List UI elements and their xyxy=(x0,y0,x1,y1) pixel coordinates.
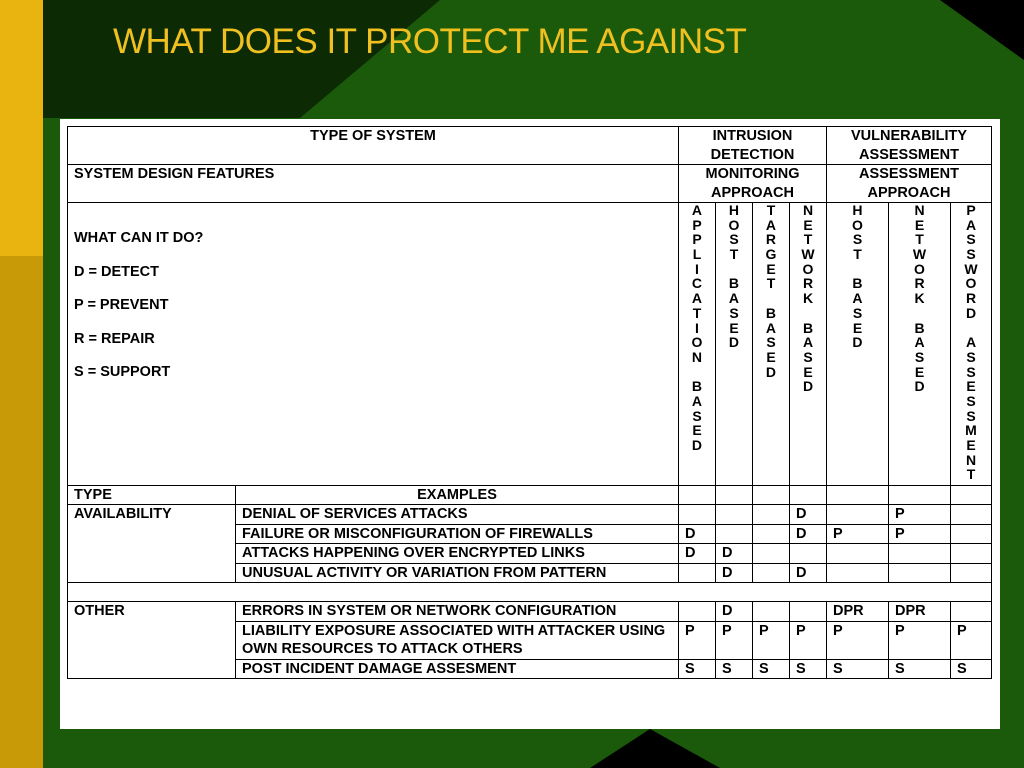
vulnerability-assessment-header: VULNERABILITY ASSESSMENT xyxy=(827,127,992,165)
capability-cell-password-assessment xyxy=(951,563,992,583)
gold-sidebar-top xyxy=(0,0,43,256)
system-design-features-label: SYSTEM DESIGN FEATURES xyxy=(68,165,679,203)
capability-cell-app-based xyxy=(679,505,716,525)
capability-cell-host-based xyxy=(716,505,753,525)
capability-cell-app-based: D xyxy=(679,544,716,564)
example-cell: UNUSUAL ACTIVITY OR VARIATION FROM PATTERN xyxy=(236,563,679,583)
capability-cell-app-based xyxy=(679,602,716,622)
capability-cell-host-based: D xyxy=(716,563,753,583)
capability-cell-va-network-based: DPR xyxy=(889,602,951,622)
assessment-approach-header: ASSESSMENT APPROACH xyxy=(827,165,992,203)
column-header-network-based xyxy=(790,203,827,486)
capability-cell-network-based: D xyxy=(790,505,827,525)
group-spacer-row xyxy=(68,583,992,602)
table-row xyxy=(68,505,992,525)
column-header-va-network-based xyxy=(889,203,951,486)
legend-detect: D = DETECT xyxy=(74,263,159,280)
capability-cell-va-host-based xyxy=(827,563,889,583)
capability-cell-host-based: P xyxy=(716,621,753,659)
capability-cell-target-based xyxy=(753,544,790,564)
slide-title: WHAT DOES IT PROTECT ME AGAINST xyxy=(113,22,747,61)
capability-cell-va-network-based: P xyxy=(889,505,951,525)
monitoring-approach-header: MONITORING APPROACH xyxy=(679,165,827,203)
capability-cell-app-based xyxy=(679,563,716,583)
capability-legend xyxy=(68,203,679,486)
intrusion-detection-header: INTRUSION DETECTION xyxy=(679,127,827,165)
capability-cell-network-based xyxy=(790,602,827,622)
example-cell: ERRORS IN SYSTEM OR NETWORK CONFIGURATION xyxy=(236,602,679,622)
example-cell: DENIAL OF SERVICES ATTACKS xyxy=(236,505,679,525)
capability-cell-va-host-based: P xyxy=(827,621,889,659)
capability-cell-va-host-based xyxy=(827,505,889,525)
capability-cell-host-based: D xyxy=(716,544,753,564)
capability-cell-app-based: S xyxy=(679,659,716,679)
capability-cell-host-based xyxy=(716,524,753,544)
vertical-label: N E T W O R K B A S E D xyxy=(801,202,815,395)
capability-cell-target-based xyxy=(753,505,790,525)
table-row xyxy=(68,602,992,622)
gold-sidebar-bottom xyxy=(0,256,43,768)
capability-cell-va-network-based: S xyxy=(889,659,951,679)
legend-support: S = SUPPORT xyxy=(74,364,171,380)
capability-cell-va-host-based: P xyxy=(827,524,889,544)
legend-repair: R = REPAIR xyxy=(74,330,155,347)
capability-cell-va-host-based xyxy=(827,544,889,564)
type-of-system-header: TYPE OF SYSTEM xyxy=(68,127,679,165)
type-cell: OTHER xyxy=(68,602,236,679)
examples-column-header: EXAMPLES xyxy=(236,485,679,505)
capability-cell-network-based: P xyxy=(790,621,827,659)
type-column-header: TYPE xyxy=(68,485,236,505)
capability-cell-password-assessment xyxy=(951,524,992,544)
capability-cell-va-network-based xyxy=(889,544,951,564)
vertical-label: T A R G E T B A S E D xyxy=(765,202,777,380)
example-cell: LIABILITY EXPOSURE ASSOCIATED WITH ATTACKER USING OWN RESOURCES TO ATTACK OTHERS xyxy=(236,621,679,659)
vertical-label: A P P L I C A T I O N B A S E D xyxy=(691,202,703,453)
capability-cell-network-based: D xyxy=(790,563,827,583)
capability-cell-target-based xyxy=(753,524,790,544)
capability-cell-app-based: P xyxy=(679,621,716,659)
vertical-label: H O S T B A S E D xyxy=(852,202,863,351)
column-header-target-based xyxy=(753,203,790,486)
legend-title: WHAT CAN IT DO? xyxy=(74,230,204,246)
capability-cell-target-based xyxy=(753,602,790,622)
column-header-va-host-based xyxy=(827,203,889,486)
capability-cell-va-network-based xyxy=(889,563,951,583)
legend-prevent: P = PREVENT xyxy=(74,297,169,313)
column-header-host-based xyxy=(716,203,753,486)
column-header-password-assessment xyxy=(951,203,992,486)
comparison-table-panel xyxy=(60,119,1000,729)
capability-cell-password-assessment: S xyxy=(951,659,992,679)
capability-cell-va-network-based: P xyxy=(889,621,951,659)
capability-cell-network-based xyxy=(790,544,827,564)
capability-cell-va-host-based: DPR xyxy=(827,602,889,622)
example-cell: FAILURE OR MISCONFIGURATION OF FIREWALLS xyxy=(236,524,679,544)
capability-cell-app-based: D xyxy=(679,524,716,544)
vertical-label: P A S S W O R D A S S E S S M E N T xyxy=(964,202,978,483)
example-cell: POST INCIDENT DAMAGE ASSESMENT xyxy=(236,659,679,679)
type-cell: AVAILABILITY xyxy=(68,505,236,583)
example-cell: ATTACKS HAPPENING OVER ENCRYPTED LINKS xyxy=(236,544,679,564)
capability-cell-password-assessment xyxy=(951,602,992,622)
capability-cell-host-based: S xyxy=(716,659,753,679)
capability-cell-va-network-based: P xyxy=(889,524,951,544)
capability-cell-password-assessment xyxy=(951,505,992,525)
capability-cell-target-based: P xyxy=(753,621,790,659)
capability-cell-password-assessment xyxy=(951,544,992,564)
column-header-app-based xyxy=(679,203,716,486)
capability-cell-va-host-based: S xyxy=(827,659,889,679)
capability-cell-network-based: S xyxy=(790,659,827,679)
vertical-label: N E T W O R K B A S E D xyxy=(912,202,927,395)
capability-cell-password-assessment: P xyxy=(951,621,992,659)
comparison-table xyxy=(67,126,992,679)
vertical-label: H O S T B A S E D xyxy=(728,202,740,351)
capability-cell-host-based: D xyxy=(716,602,753,622)
capability-cell-target-based xyxy=(753,563,790,583)
capability-cell-network-based: D xyxy=(790,524,827,544)
capability-cell-target-based: S xyxy=(753,659,790,679)
